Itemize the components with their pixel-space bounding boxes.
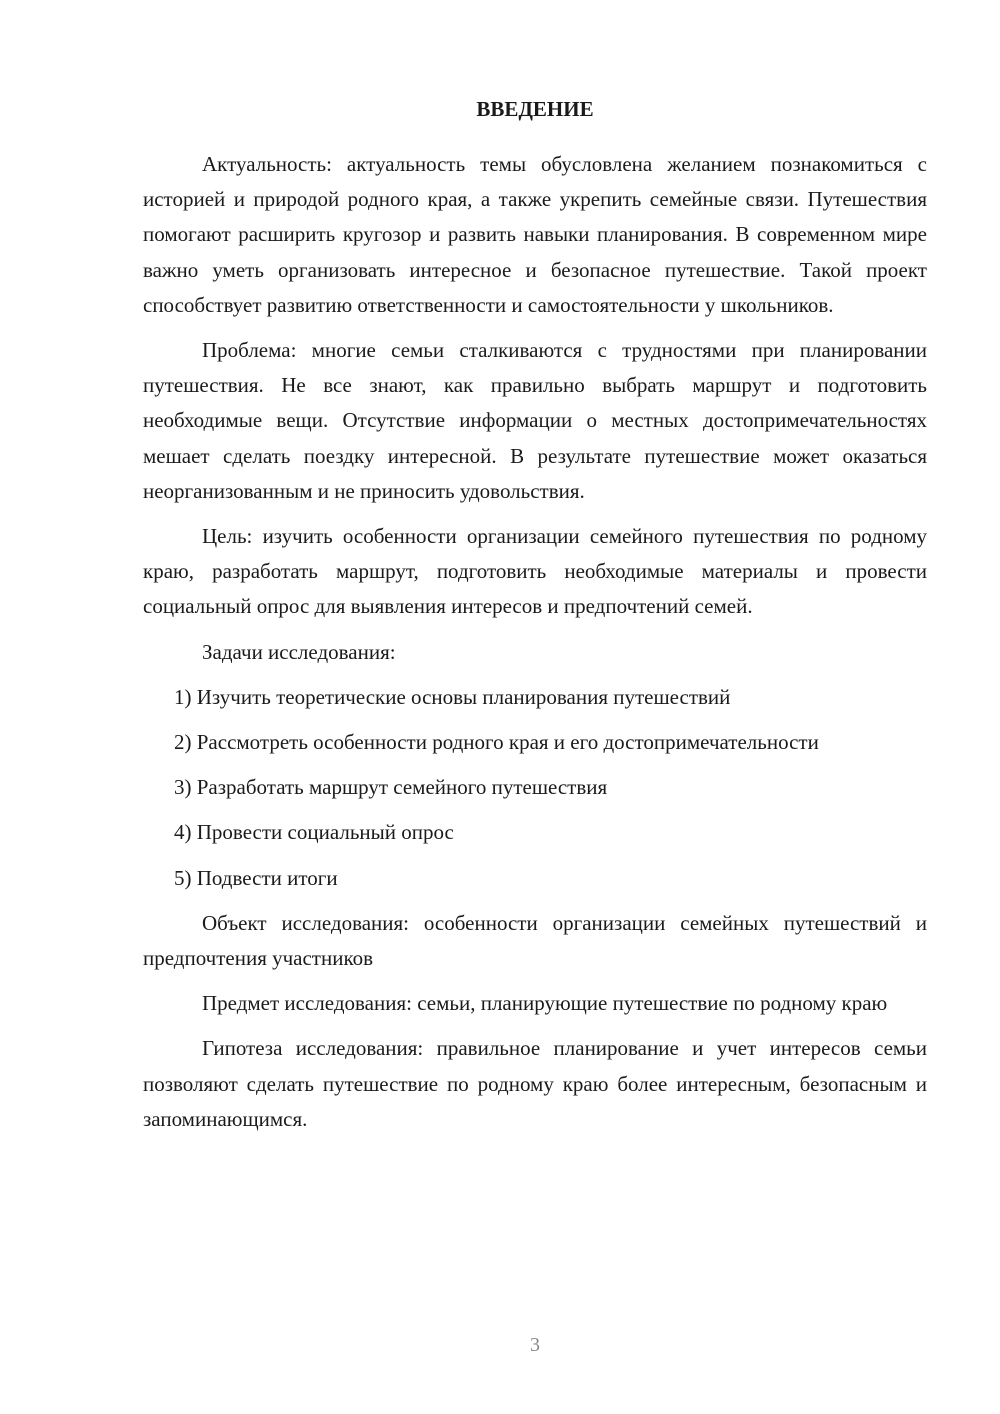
task-item-1: 1) Изучить теоретические основы планирования путешествий (174, 684, 731, 709)
task-item-4: 4) Провести социальный опрос (174, 820, 454, 845)
relevance-paragraph: Актуальность: актуальность темы обусловлена желанием познакомиться с историей и природой родного края, а также укрепить семейные связи. Путешествия помогают расширить кругозор и развить навыки планирования. В современном мире важно уметь организовать интересное и безопасное путешествие. Такой проект способствует развитию ответственности и самостоятельности у школьников. (143, 152, 927, 317)
goal-paragraph: Цель: изучить особенности организации семейного путешествия по родному краю, разработать маршрут, подготовить необходимые материалы и провести социальный опрос для выявления интересов и предпочтений семей. (143, 524, 927, 619)
hypothesis-paragraph: Гипотеза исследования: правильное планирование и учет интересов семьи позволяют сделать путешествие по родному краю более интересным, безопасным и запоминающимся. (143, 1036, 927, 1131)
task-item-2: 2) Рассмотреть особенности родного края и его достопримечательности (174, 730, 819, 755)
tasks-heading: Задачи исследования: (202, 639, 396, 664)
object-paragraph: Объект исследования: особенности организации семейных путешествий и предпочтения участников (143, 910, 927, 971)
subject-paragraph: Предмет исследования: семьи, планирующие путешествие по родному краю (202, 991, 888, 1016)
document-page (143, 92, 927, 1147)
page-number: 3 (530, 1334, 540, 1356)
task-item-3: 3) Разработать маршрут семейного путешествия (174, 775, 608, 800)
problem-paragraph: Проблема: многие семьи сталкиваются с трудностями при планировании путешествия. Не все знают, как правильно выбрать маршрут и подготовить необходимые вещи. Отсутствие информации о местных достопримечательностях мешает сделать поездку интересной. В результате путешествие может оказаться неорганизованным и не приносить удовольствия. (143, 338, 927, 503)
section-title: ВВЕДЕНИЕ (476, 97, 594, 121)
task-item-5: 5) Подвести итоги (174, 865, 338, 890)
